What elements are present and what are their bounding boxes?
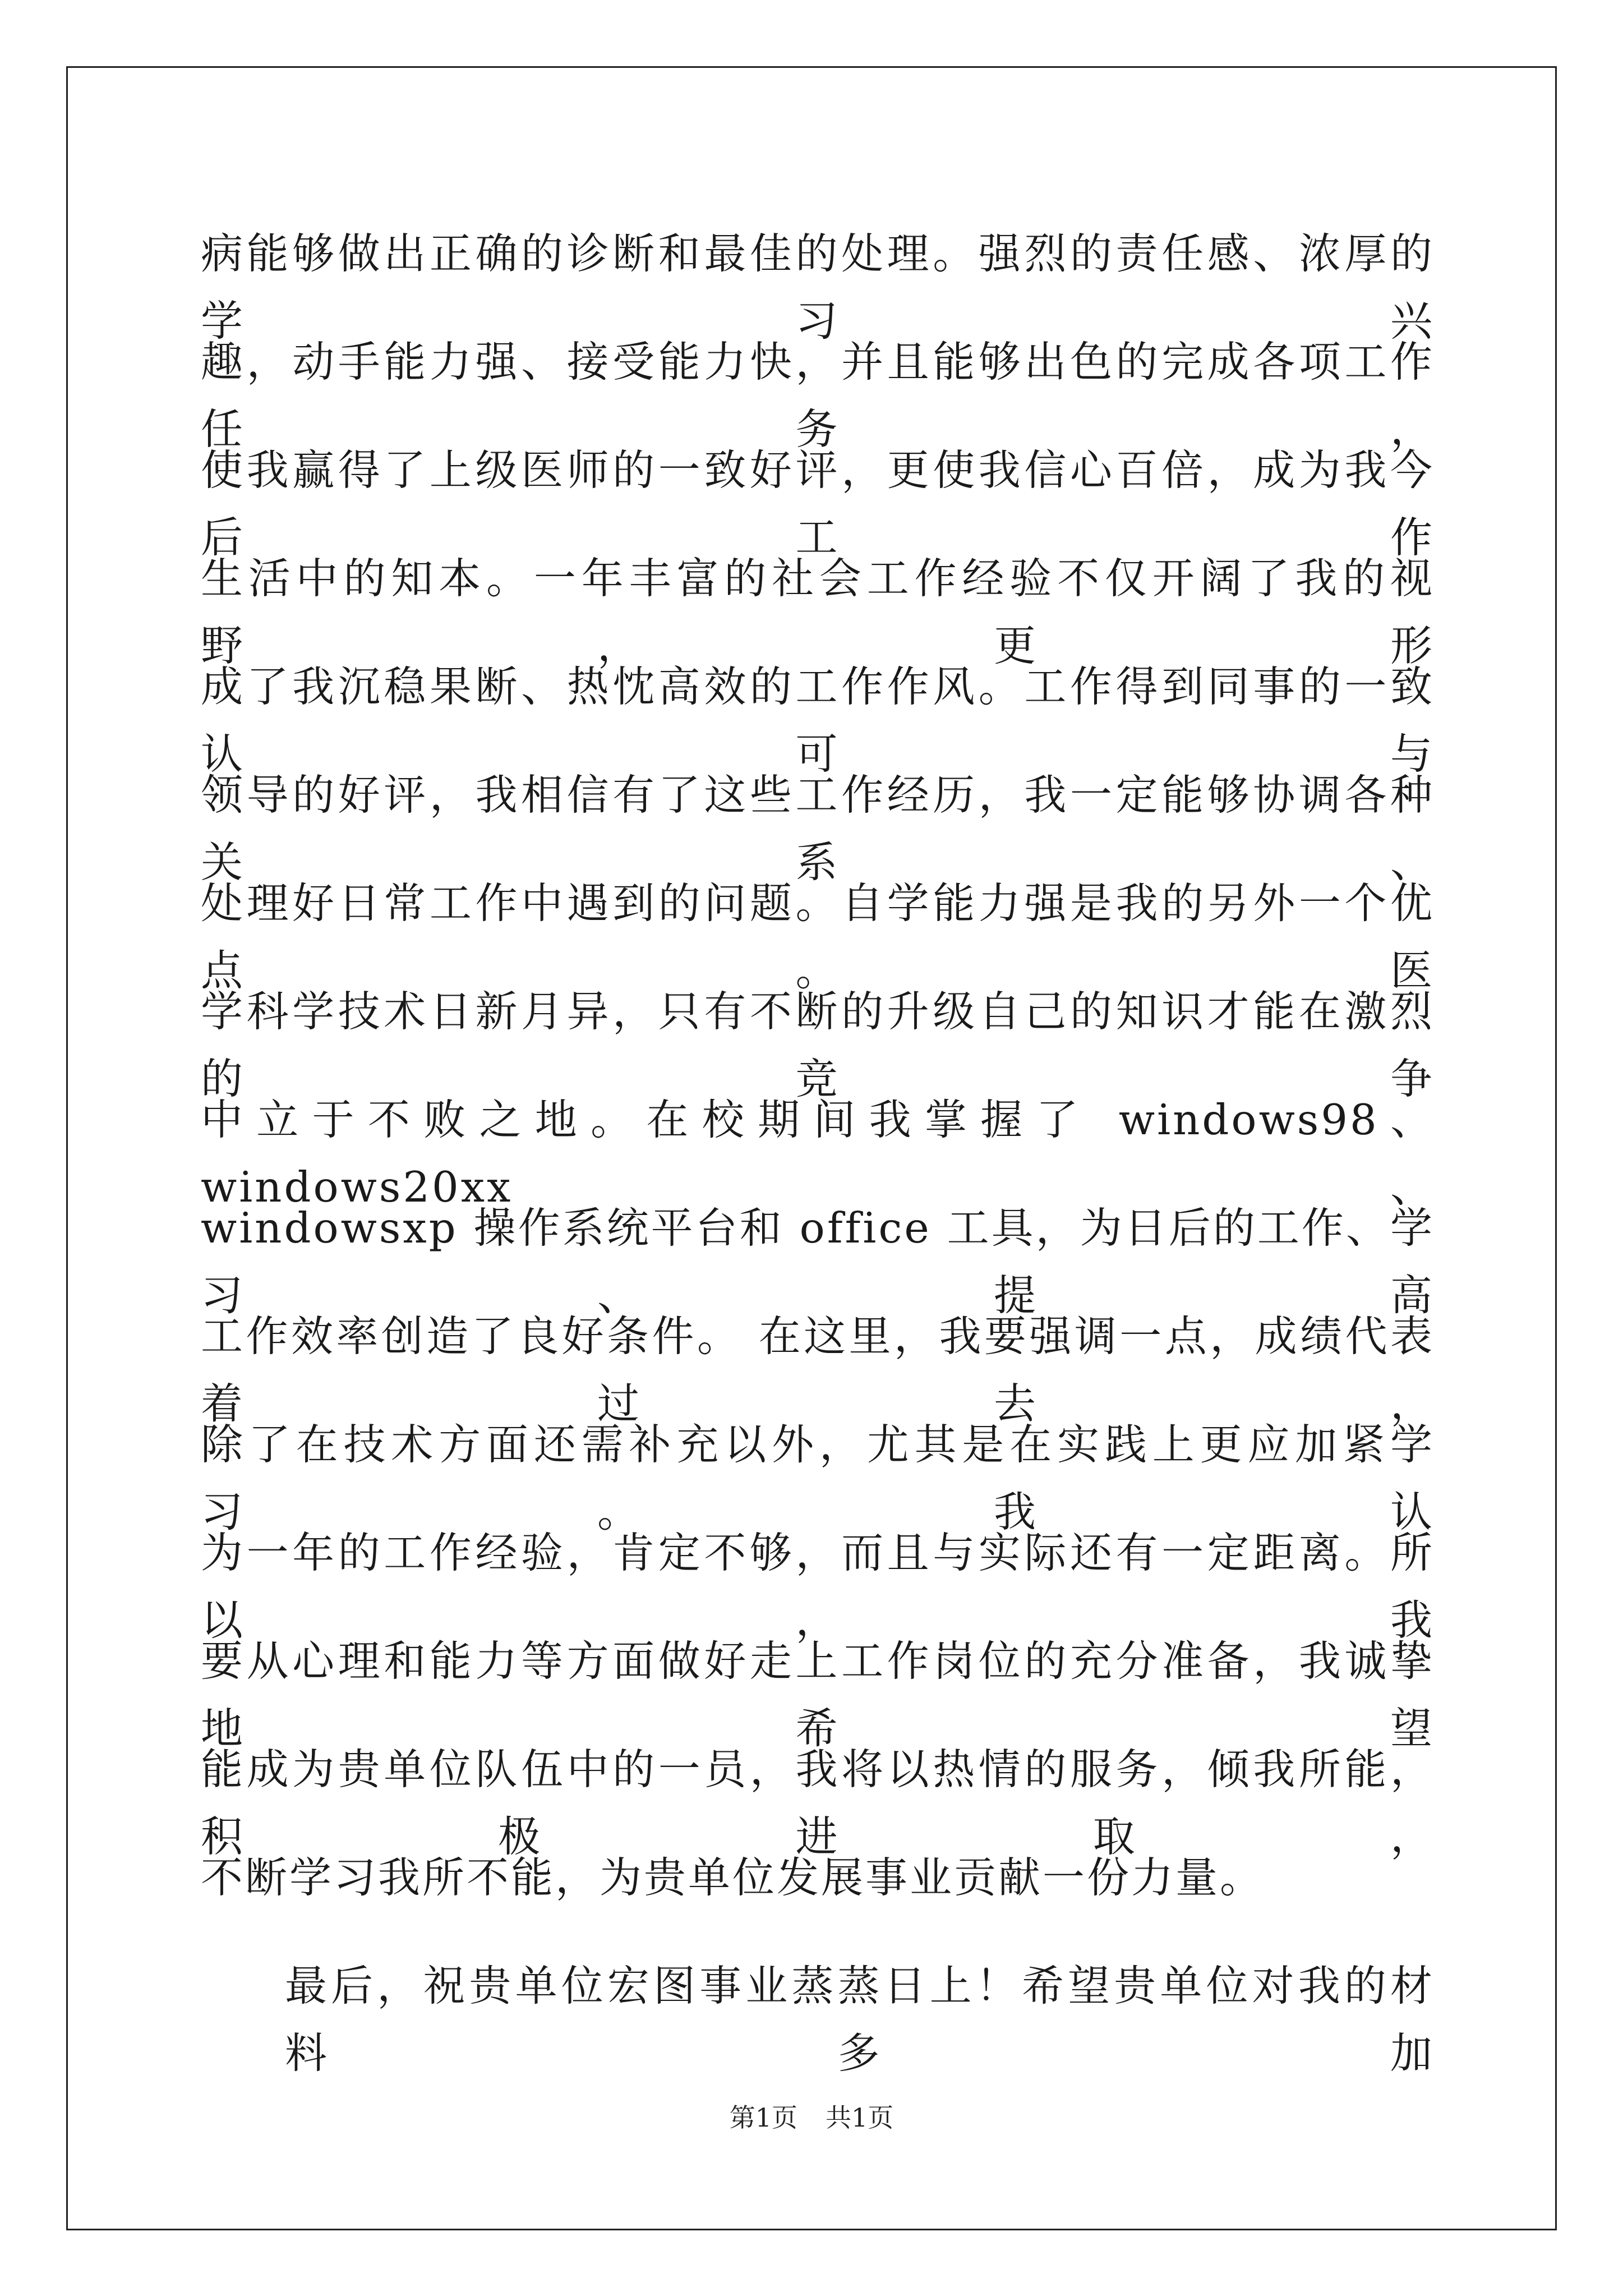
- text-line: 使我赢得了上级医师的一致好评，更使我信心百倍，成为我今后工作: [201, 445, 1435, 562]
- page-total: 共1页: [826, 2102, 894, 2133]
- text-line: 生活中的知本。一年丰富的社会工作经验不仅开阔了我的视野，更形: [201, 554, 1435, 670]
- text-line: 领导的好评，我相信有了这些工作经历，我一定能够协调各种关系、: [201, 770, 1435, 887]
- text-line: 不断学习我所不能，为贵单位发展事业贡献一份力量。: [201, 1853, 1265, 1902]
- closing-line: 最后，祝贵单位宏图事业蒸蒸日上！希望贵单位对我的材料多加: [285, 1961, 1435, 2078]
- text-line: 为一年的工作经验，肯定不够，而且与实际还有一定距离。所以，我: [201, 1528, 1435, 1645]
- text-line: 工作效率创造了良好条件。 在这里，我要强调一点，成绩代表着过去，: [201, 1312, 1435, 1428]
- text-line: 处理好日常工作中遇到的问题。自学能力强是我的另外一个优点。医: [201, 878, 1435, 995]
- text-line: windowsxp 操作系统平台和 office 工具，为日后的工作、学习、提高: [201, 1203, 1435, 1320]
- text-line: 中立于不败之地。在校期间我掌握了 windows98、windows20xx、: [201, 1095, 1435, 1212]
- page-footer: [0, 2101, 1623, 2134]
- text-line: 学科学技术日新月异，只有不断的升级自己的知识才能在激烈的竞争: [201, 987, 1435, 1103]
- text-line: 除了在技术方面还需补充以外，尤其是在实践上更应加紧学习。我认: [201, 1420, 1435, 1536]
- text-line: 成了我沉稳果断、热忱高效的工作作风。工作得到同事的一致认可与: [201, 662, 1435, 779]
- text-line: 要从心理和能力等方面做好走上工作岗位的充分准备，我诚挚地希望: [201, 1636, 1435, 1753]
- text-line: 趣，动手能力强、接受能力快，并且能够出色的完成各项工作任务，: [201, 337, 1435, 454]
- text-line: 病能够做出正确的诊断和最佳的处理。强烈的责任感、浓厚的学习兴: [201, 229, 1435, 346]
- text-line: 能成为贵单位队伍中的一员，我将以热情的服务，倾我所能，积极进取，: [201, 1745, 1435, 1861]
- page-number: 第1页: [729, 2102, 797, 2133]
